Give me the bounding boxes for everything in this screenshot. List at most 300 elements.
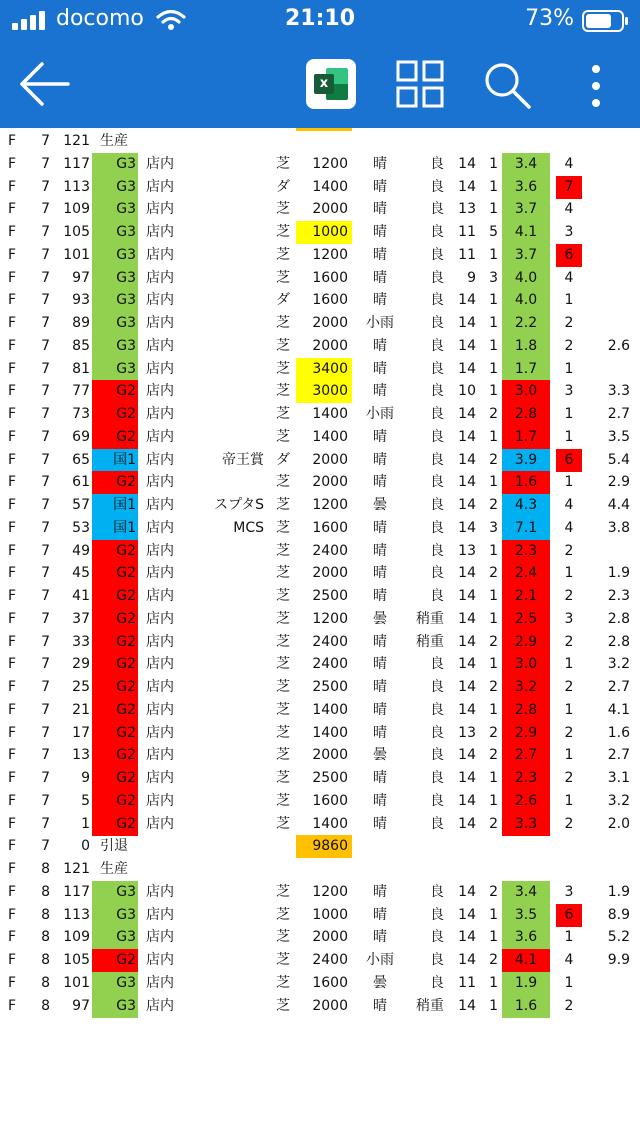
cell-flag[interactable]: F (8, 406, 17, 422)
cell-flag[interactable]: F (8, 292, 17, 309)
cell-venue[interactable]: 店内 (146, 406, 174, 422)
cell-odds[interactable]: 2.8 (502, 699, 550, 722)
cell-grade[interactable]: G3 (92, 267, 138, 290)
cell-value[interactable] (590, 198, 630, 221)
cell-weather[interactable]: 晴 (373, 292, 387, 309)
cell-condition[interactable] (404, 835, 444, 858)
table-row[interactable] (0, 153, 640, 176)
cell-flag[interactable]: F (8, 451, 17, 468)
cell-grade[interactable]: G3 (92, 221, 138, 244)
table-row[interactable] (0, 835, 640, 858)
search-icon[interactable] (484, 62, 532, 110)
cell-rank[interactable]: 2 (564, 679, 574, 695)
cell-condition[interactable]: 良 (430, 178, 444, 195)
cell-draw[interactable]: 2 (489, 815, 498, 832)
cell-weather[interactable]: 晴 (373, 588, 387, 604)
cell-race-name[interactable] (196, 926, 264, 949)
cell-odds[interactable]: 4.1 (502, 221, 550, 244)
cell-race-name[interactable] (196, 426, 264, 449)
cell-field-size[interactable]: 13 (458, 724, 476, 741)
cell-distance[interactable]: 9860 (296, 835, 352, 858)
cell-flag[interactable]: F (8, 224, 17, 240)
cell-value[interactable]: 2.7 (607, 747, 630, 764)
cell-venue[interactable]: 店内 (146, 633, 174, 650)
cell-surface[interactable]: 芝 (276, 201, 290, 218)
cell-field-size[interactable]: 14 (458, 770, 476, 786)
table-row[interactable] (0, 972, 640, 995)
cell-flag[interactable]: F (8, 155, 17, 172)
table-row[interactable] (0, 926, 640, 949)
cell-weather[interactable]: 晴 (373, 269, 387, 286)
cell-field-size[interactable]: 14 (458, 656, 476, 673)
cell-value[interactable]: 2.7 (607, 406, 630, 422)
cell-condition[interactable]: 良 (430, 315, 444, 331)
cell-month[interactable]: 7 (41, 633, 50, 650)
cell-rank[interactable]: 1 (564, 474, 574, 491)
cell-surface[interactable]: 芝 (276, 360, 290, 377)
cell-number[interactable]: 49 (72, 542, 90, 559)
cell-month[interactable]: 8 (41, 997, 50, 1014)
cell-grade[interactable]: 国1 (92, 494, 138, 517)
cell-field-size[interactable] (450, 835, 476, 858)
cell-weather[interactable] (358, 130, 402, 153)
cell-number[interactable]: 73 (72, 406, 90, 422)
cell-grade[interactable]: G2 (92, 608, 138, 631)
cell-value[interactable]: 8.9 (607, 906, 630, 923)
cell-weather[interactable]: 曇 (373, 497, 387, 513)
cell-venue[interactable]: 店内 (146, 474, 174, 491)
cell-odds[interactable]: 3.4 (502, 881, 550, 904)
cell-weather[interactable]: 晴 (373, 178, 387, 195)
cell-rank[interactable]: 4 (564, 269, 574, 286)
cell-distance[interactable]: 3000 (296, 380, 352, 403)
cell-month[interactable]: 8 (41, 883, 50, 900)
cell-field-size[interactable]: 14 (458, 633, 476, 650)
table-row[interactable] (0, 904, 640, 927)
cell-surface[interactable]: 芝 (276, 633, 290, 650)
cell-number[interactable]: 13 (72, 747, 90, 764)
cell-condition[interactable]: 良 (430, 360, 444, 377)
cell-number[interactable]: 89 (72, 315, 90, 331)
cell-number[interactable]: 105 (63, 952, 90, 968)
cell-race-name[interactable] (196, 790, 264, 813)
cell-condition[interactable]: 良 (430, 679, 444, 695)
cell-flag[interactable]: F (8, 997, 17, 1014)
cell-odds[interactable]: 2.1 (502, 585, 550, 608)
cell-rank[interactable]: 1 (564, 747, 574, 764)
cell-value[interactable]: 1.9 (607, 883, 630, 900)
cell-grade[interactable]: G3 (92, 995, 138, 1018)
cell-month[interactable]: 7 (41, 406, 50, 422)
cell-month[interactable]: 7 (41, 428, 50, 445)
cell-value[interactable] (590, 358, 630, 381)
cell-surface[interactable] (272, 130, 294, 153)
cell-condition[interactable]: 良 (430, 929, 444, 946)
cell-month[interactable]: 7 (41, 246, 50, 263)
grid-view-icon[interactable] (396, 60, 444, 108)
table-row[interactable] (0, 221, 640, 244)
cell-venue[interactable] (146, 858, 196, 881)
cell-value[interactable]: 9.9 (607, 952, 630, 968)
cell-odds[interactable]: 2.6 (502, 790, 550, 813)
cell-odds[interactable]: 2.8 (502, 403, 550, 426)
cell-value[interactable]: 4.1 (607, 701, 630, 718)
cell-draw[interactable]: 2 (489, 406, 498, 422)
table-row[interactable] (0, 403, 640, 426)
cell-draw[interactable]: 1 (489, 155, 498, 172)
cell-condition[interactable]: 良 (430, 406, 444, 422)
cell-draw[interactable]: 1 (489, 610, 498, 627)
table-row[interactable] (0, 699, 640, 722)
cell-month[interactable]: 7 (41, 542, 50, 559)
cell-month[interactable]: 7 (41, 201, 50, 218)
cell-number[interactable]: 5 (81, 792, 90, 809)
cell-distance[interactable]: 2400 (312, 656, 348, 673)
back-arrow-icon[interactable] (18, 62, 70, 106)
cell-distance[interactable]: 1200 (312, 246, 348, 263)
cell-grade[interactable]: G2 (92, 949, 138, 972)
cell-field-size[interactable]: 14 (458, 406, 476, 422)
cell-weather[interactable]: 晴 (373, 929, 387, 946)
cell-race-name[interactable] (196, 471, 264, 494)
table-row[interactable] (0, 540, 640, 563)
cell-grade[interactable]: G3 (92, 289, 138, 312)
cell-month[interactable]: 7 (41, 383, 50, 400)
cell-rank[interactable]: 3 (564, 610, 574, 627)
cell-month[interactable]: 7 (41, 565, 50, 582)
cell-venue[interactable] (146, 835, 196, 858)
cell-condition[interactable]: 良 (430, 724, 444, 741)
more-vertical-icon[interactable] (586, 64, 606, 108)
cell-weather[interactable]: 晴 (373, 770, 387, 786)
cell-race-name[interactable] (196, 881, 264, 904)
cell-grade[interactable]: G2 (92, 744, 138, 767)
cell-number[interactable]: 113 (63, 178, 90, 195)
cell-flag[interactable]: F (8, 360, 17, 377)
cell-race-name[interactable] (196, 904, 264, 927)
cell-draw[interactable]: 1 (489, 292, 498, 309)
cell-distance[interactable]: 2400 (312, 633, 348, 650)
cell-number[interactable]: 69 (72, 428, 90, 445)
cell-rank[interactable]: 2 (564, 542, 574, 559)
cell-race-name[interactable] (196, 813, 264, 836)
cell-number[interactable]: 105 (63, 224, 90, 240)
cell-venue[interactable]: 店内 (146, 360, 174, 377)
cell-grade[interactable]: G2 (92, 813, 138, 836)
cell-rank[interactable]: 1 (564, 792, 574, 809)
cell-odds[interactable]: 3.4 (502, 153, 550, 176)
cell-weather[interactable]: 晴 (373, 565, 387, 582)
cell-odds[interactable]: 3.0 (502, 653, 550, 676)
cell-field-size[interactable]: 14 (458, 588, 476, 604)
cell-odds[interactable]: 1.7 (502, 426, 550, 449)
cell-race-name[interactable] (196, 858, 264, 881)
cell-condition[interactable]: 稍重 (416, 610, 444, 627)
cell-field-size[interactable]: 14 (458, 155, 476, 172)
cell-value[interactable] (590, 221, 630, 244)
table-row[interactable] (0, 244, 640, 267)
cell-grade[interactable]: 生産 (100, 861, 128, 877)
cell-venue[interactable]: 店内 (146, 451, 174, 468)
cell-condition[interactable]: 良 (430, 337, 444, 354)
cell-flag[interactable]: F (8, 952, 17, 968)
cell-value[interactable]: 5.4 (607, 451, 630, 468)
cell-race-name[interactable] (196, 653, 264, 676)
cell-venue[interactable]: 店内 (146, 792, 174, 809)
cell-race-name[interactable] (196, 835, 264, 858)
cell-draw[interactable]: 1 (489, 428, 498, 445)
cell-field-size[interactable]: 13 (458, 542, 476, 559)
cell-race-name[interactable] (196, 767, 264, 790)
cell-weather[interactable]: 小雨 (366, 315, 394, 331)
cell-value[interactable]: 4.4 (607, 497, 630, 513)
cell-field-size[interactable]: 13 (458, 201, 476, 218)
cell-flag[interactable]: F (8, 133, 17, 149)
cell-value[interactable]: 3.3 (607, 383, 630, 400)
cell-field-size[interactable]: 14 (458, 701, 476, 718)
cell-flag[interactable]: F (8, 770, 17, 786)
cell-draw[interactable] (478, 858, 498, 881)
cell-flag[interactable]: F (8, 906, 17, 923)
cell-grade[interactable]: G2 (92, 790, 138, 813)
cell-surface[interactable]: 芝 (276, 952, 290, 968)
cell-number[interactable]: 97 (72, 997, 90, 1014)
cell-grade[interactable]: G2 (92, 653, 138, 676)
cell-grade[interactable]: G2 (92, 631, 138, 654)
cell-draw[interactable]: 3 (489, 269, 498, 286)
cell-odds[interactable]: 1.6 (502, 471, 550, 494)
table-row[interactable] (0, 494, 640, 517)
cell-value[interactable]: 2.9 (607, 474, 630, 491)
cell-condition[interactable]: 良 (430, 155, 444, 172)
cell-flag[interactable]: F (8, 178, 17, 195)
cell-draw[interactable]: 1 (489, 701, 498, 718)
cell-distance[interactable]: 2000 (312, 201, 348, 218)
cell-venue[interactable]: 店内 (146, 679, 174, 695)
cell-rank[interactable]: 4 (564, 519, 574, 536)
cell-venue[interactable]: 店内 (146, 178, 174, 195)
cell-draw[interactable]: 1 (489, 656, 498, 673)
cell-race-name[interactable] (196, 540, 264, 563)
cell-surface[interactable]: 芝 (276, 588, 290, 604)
cell-grade[interactable]: G2 (92, 722, 138, 745)
cell-surface[interactable]: 芝 (276, 246, 290, 263)
cell-weather[interactable]: 晴 (373, 815, 387, 832)
cell-month[interactable]: 8 (41, 906, 50, 923)
cell-weather[interactable]: 晴 (373, 474, 387, 491)
cell-rank[interactable]: 2 (564, 337, 574, 354)
cell-odds[interactable]: 2.3 (502, 767, 550, 790)
cell-distance[interactable]: 2500 (312, 679, 348, 695)
cell-distance[interactable]: 2000 (312, 315, 348, 331)
cell-odds[interactable]: 1.7 (502, 358, 550, 381)
cell-number[interactable]: 109 (63, 929, 90, 946)
cell-rank[interactable]: 6 (556, 449, 582, 472)
cell-number[interactable]: 37 (72, 610, 90, 627)
cell-field-size[interactable]: 11 (458, 246, 476, 263)
cell-race-name[interactable]: スプタS (214, 497, 264, 513)
cell-grade[interactable]: G2 (92, 585, 138, 608)
cell-odds[interactable]: 4.1 (502, 949, 550, 972)
cell-grade[interactable]: G3 (92, 176, 138, 199)
cell-weather[interactable]: 晴 (373, 246, 387, 263)
cell-odds[interactable]: 3.7 (502, 244, 550, 267)
cell-venue[interactable]: 店内 (146, 701, 174, 718)
cell-draw[interactable]: 3 (489, 519, 498, 536)
cell-flag[interactable]: F (8, 246, 17, 263)
cell-venue[interactable]: 店内 (146, 269, 174, 286)
cell-odds[interactable]: 3.5 (502, 904, 550, 927)
cell-value[interactable] (590, 130, 630, 153)
cell-field-size[interactable]: 14 (458, 952, 476, 968)
cell-odds[interactable]: 2.9 (502, 631, 550, 654)
table-row[interactable] (0, 722, 640, 745)
cell-odds[interactable]: 3.6 (502, 926, 550, 949)
cell-distance[interactable]: 2000 (312, 565, 348, 582)
cell-surface[interactable]: 芝 (276, 815, 290, 832)
cell-weather[interactable]: 晴 (373, 792, 387, 809)
cell-number[interactable]: 9 (81, 770, 90, 786)
cell-distance[interactable]: 1600 (312, 269, 348, 286)
cell-value[interactable] (590, 858, 630, 881)
table-row[interactable] (0, 585, 640, 608)
cell-race-name[interactable] (196, 608, 264, 631)
cell-odds[interactable]: 3.3 (502, 813, 550, 836)
cell-distance[interactable]: 1000 (312, 906, 348, 923)
cell-draw[interactable]: 1 (489, 383, 498, 400)
cell-number[interactable]: 101 (63, 246, 90, 263)
cell-surface[interactable]: 芝 (276, 474, 290, 491)
cell-distance[interactable]: 1400 (312, 428, 348, 445)
cell-flag[interactable]: F (8, 588, 17, 604)
cell-surface[interactable]: 芝 (276, 656, 290, 673)
cell-flag[interactable]: F (8, 724, 17, 741)
cell-month[interactable]: 7 (41, 747, 50, 764)
cell-field-size[interactable]: 14 (458, 451, 476, 468)
table-row[interactable] (0, 130, 640, 153)
cell-distance[interactable]: 1400 (312, 701, 348, 718)
cell-draw[interactable]: 5 (489, 224, 498, 240)
cell-value[interactable] (590, 995, 630, 1018)
cell-weather[interactable]: 晴 (373, 155, 387, 172)
cell-rank[interactable]: 3 (564, 383, 574, 400)
cell-weather[interactable]: 晴 (373, 906, 387, 923)
cell-value[interactable] (590, 835, 630, 858)
cell-month[interactable]: 7 (41, 337, 50, 354)
cell-weather[interactable]: 晴 (373, 701, 387, 718)
cell-flag[interactable]: F (8, 474, 17, 491)
cell-rank[interactable]: 1 (564, 565, 574, 582)
cell-weather[interactable]: 晴 (373, 997, 387, 1014)
cell-grade[interactable]: 国1 (92, 449, 138, 472)
cell-race-name[interactable] (196, 562, 264, 585)
cell-race-name[interactable] (196, 358, 264, 381)
cell-weather[interactable]: 曇 (373, 974, 387, 991)
cell-weather[interactable]: 晴 (373, 201, 387, 218)
cell-odds[interactable]: 3.9 (502, 449, 550, 472)
cell-number[interactable]: 81 (72, 360, 90, 377)
cell-flag[interactable]: F (8, 519, 17, 536)
cell-condition[interactable]: 良 (430, 770, 444, 786)
cell-flag[interactable]: F (8, 497, 17, 513)
cell-rank[interactable]: 1 (564, 406, 574, 422)
cell-surface[interactable]: 芝 (276, 929, 290, 946)
cell-field-size[interactable]: 14 (458, 815, 476, 832)
cell-surface[interactable]: ダ (276, 451, 290, 468)
cell-venue[interactable]: 店内 (146, 246, 174, 263)
cell-number[interactable]: 25 (72, 679, 90, 695)
cell-rank[interactable]: 4 (564, 201, 574, 218)
cell-venue[interactable]: 店内 (146, 656, 174, 673)
cell-surface[interactable]: 芝 (276, 906, 290, 923)
cell-field-size[interactable]: 14 (458, 565, 476, 582)
cell-surface[interactable]: ダ (276, 292, 290, 309)
cell-value[interactable]: 2.8 (607, 633, 630, 650)
cell-venue[interactable]: 店内 (146, 383, 174, 400)
cell-field-size[interactable]: 14 (458, 997, 476, 1014)
cell-draw[interactable]: 2 (489, 952, 498, 968)
cell-draw[interactable]: 1 (489, 201, 498, 218)
cell-weather[interactable]: 晴 (373, 633, 387, 650)
cell-number[interactable]: 117 (63, 883, 90, 900)
cell-month[interactable]: 7 (41, 178, 50, 195)
cell-field-size[interactable]: 14 (458, 747, 476, 764)
cell-rank[interactable]: 1 (564, 292, 574, 309)
cell-distance[interactable] (296, 130, 352, 153)
cell-condition[interactable]: 良 (430, 747, 444, 764)
cell-weather[interactable]: 晴 (373, 360, 387, 377)
cell-draw[interactable]: 1 (489, 542, 498, 559)
cell-race-name[interactable] (196, 744, 264, 767)
cell-month[interactable]: 8 (41, 974, 50, 991)
cell-odds[interactable]: 4.0 (502, 289, 550, 312)
cell-venue[interactable]: 店内 (146, 588, 174, 604)
cell-field-size[interactable]: 14 (458, 792, 476, 809)
cell-month[interactable]: 7 (41, 269, 50, 286)
cell-flag[interactable]: F (8, 565, 17, 582)
cell-field-size[interactable]: 14 (458, 610, 476, 627)
cell-surface[interactable]: 芝 (276, 701, 290, 718)
cell-condition[interactable]: 良 (430, 451, 444, 468)
cell-odds[interactable]: 7.1 (502, 517, 550, 540)
cell-draw[interactable]: 2 (489, 679, 498, 695)
cell-month[interactable]: 7 (41, 451, 50, 468)
cell-rank[interactable] (556, 858, 582, 881)
cell-draw[interactable]: 2 (489, 883, 498, 900)
cell-rank[interactable]: 2 (564, 315, 574, 331)
cell-venue[interactable]: 店内 (146, 565, 174, 582)
cell-weather[interactable]: 小雨 (366, 952, 394, 968)
cell-weather[interactable]: 晴 (373, 428, 387, 445)
cell-distance[interactable]: 1400 (312, 815, 348, 832)
cell-venue[interactable]: 店内 (146, 974, 174, 991)
cell-grade[interactable]: G2 (92, 380, 138, 403)
cell-rank[interactable]: 4 (564, 155, 574, 172)
cell-grade[interactable]: G3 (92, 972, 138, 995)
cell-number[interactable]: 1 (81, 815, 90, 832)
cell-month[interactable]: 7 (41, 155, 50, 172)
cell-surface[interactable]: 芝 (276, 383, 290, 400)
cell-field-size[interactable]: 14 (458, 360, 476, 377)
cell-draw[interactable]: 1 (489, 588, 498, 604)
cell-weather[interactable]: 曇 (373, 747, 387, 764)
cell-number[interactable]: 77 (72, 383, 90, 400)
cell-race-name[interactable] (196, 380, 264, 403)
cell-distance[interactable]: 2000 (312, 997, 348, 1014)
cell-grade[interactable]: G3 (92, 358, 138, 381)
cell-distance[interactable]: 2400 (312, 952, 348, 968)
cell-surface[interactable]: 芝 (276, 542, 290, 559)
